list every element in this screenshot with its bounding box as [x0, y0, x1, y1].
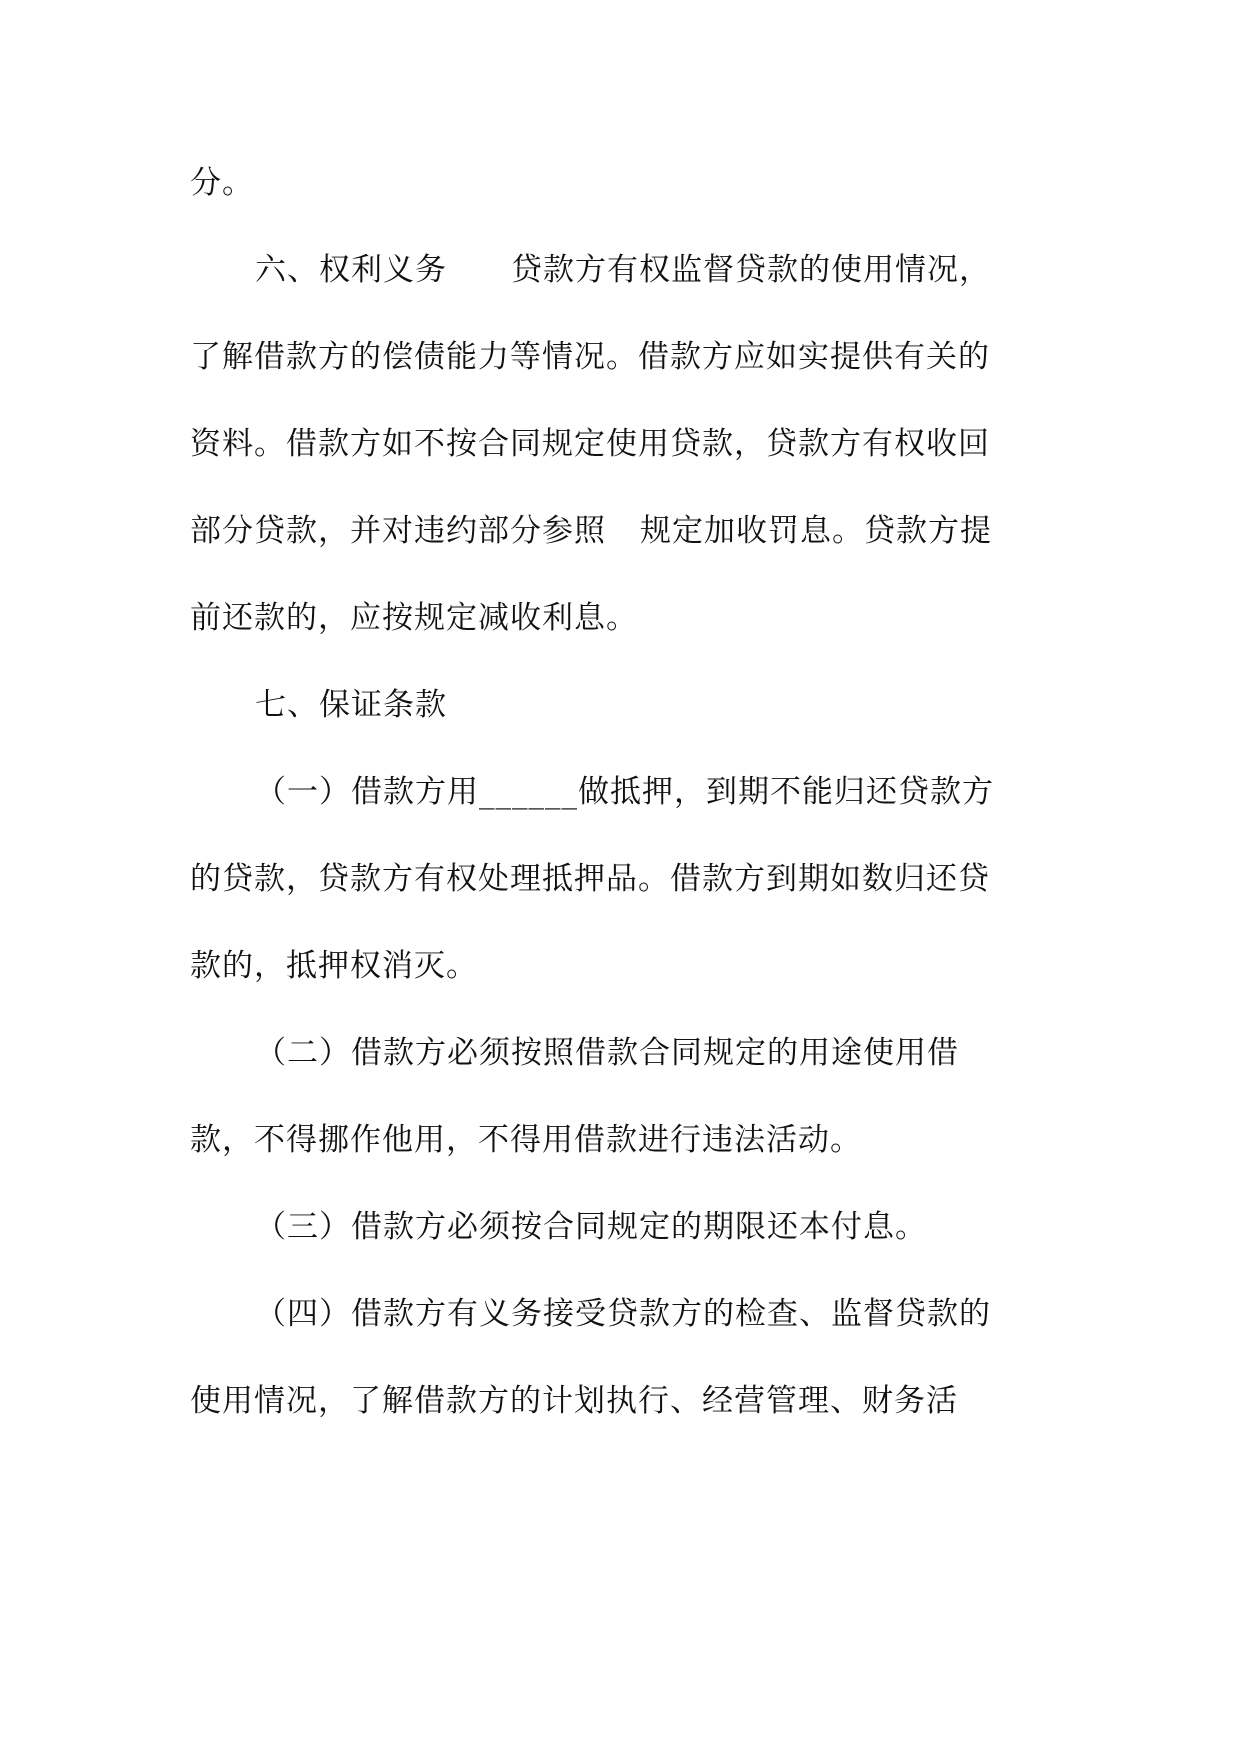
line-text: （三）借款方必须按合同规定的期限还本付息。	[255, 1209, 927, 1245]
clause-1-line-1	[255, 772, 994, 812]
line-text: 贷款方有权监督贷款的使用情况，	[511, 252, 991, 288]
line-text: 款的，抵押权消灭。	[190, 948, 478, 984]
line-text: （四）借款方有义务接受贷款方的检查、监督贷款的	[255, 1296, 991, 1332]
clause-1-line-3	[190, 946, 478, 986]
paragraph-line-4	[190, 424, 990, 464]
clause-2-line-1	[255, 1033, 959, 1073]
section-title: 六、权利义务	[255, 252, 447, 288]
section-title: 七、保证条款	[255, 687, 447, 723]
paragraph-line-6	[190, 598, 638, 638]
clause-4-line-2	[190, 1381, 958, 1421]
line-text: 规定加收罚息。贷款方提	[640, 513, 992, 549]
clause-3-line-1	[255, 1207, 927, 1247]
line-text: 分。	[190, 165, 254, 201]
line-text: 的贷款，贷款方有权处理抵押品。借款方到期如数归还贷	[190, 861, 990, 897]
clause-2-line-2	[190, 1120, 862, 1160]
line-text: 款，不得挪作他用，不得用借款进行违法活动。	[190, 1122, 862, 1158]
paragraph-line-5	[190, 511, 992, 551]
line-text: （一）借款方用______做抵押，到期不能归还贷款方	[255, 774, 994, 810]
line-text: 使用情况，了解借款方的计划执行、经营管理、财务活	[190, 1383, 958, 1419]
line-text: 资料。借款方如不按合同规定使用贷款，贷款方有权收回	[190, 426, 990, 462]
clause-4-line-1	[255, 1294, 991, 1334]
section-heading-rights-obligations	[255, 250, 991, 290]
section-heading-guarantee	[255, 685, 447, 725]
line-text: 部分贷款，并对违约部分参照	[190, 513, 606, 549]
line-text: 了解借款方的偿债能力等情况。借款方应如实提供有关的	[190, 339, 990, 375]
line-text: （二）借款方必须按照借款合同规定的用途使用借	[255, 1035, 959, 1071]
paragraph-line-3	[190, 337, 990, 377]
line-text: 前还款的，应按规定减收利息。	[190, 600, 638, 636]
paragraph-line-1	[190, 163, 254, 203]
clause-1-line-2	[190, 859, 990, 899]
